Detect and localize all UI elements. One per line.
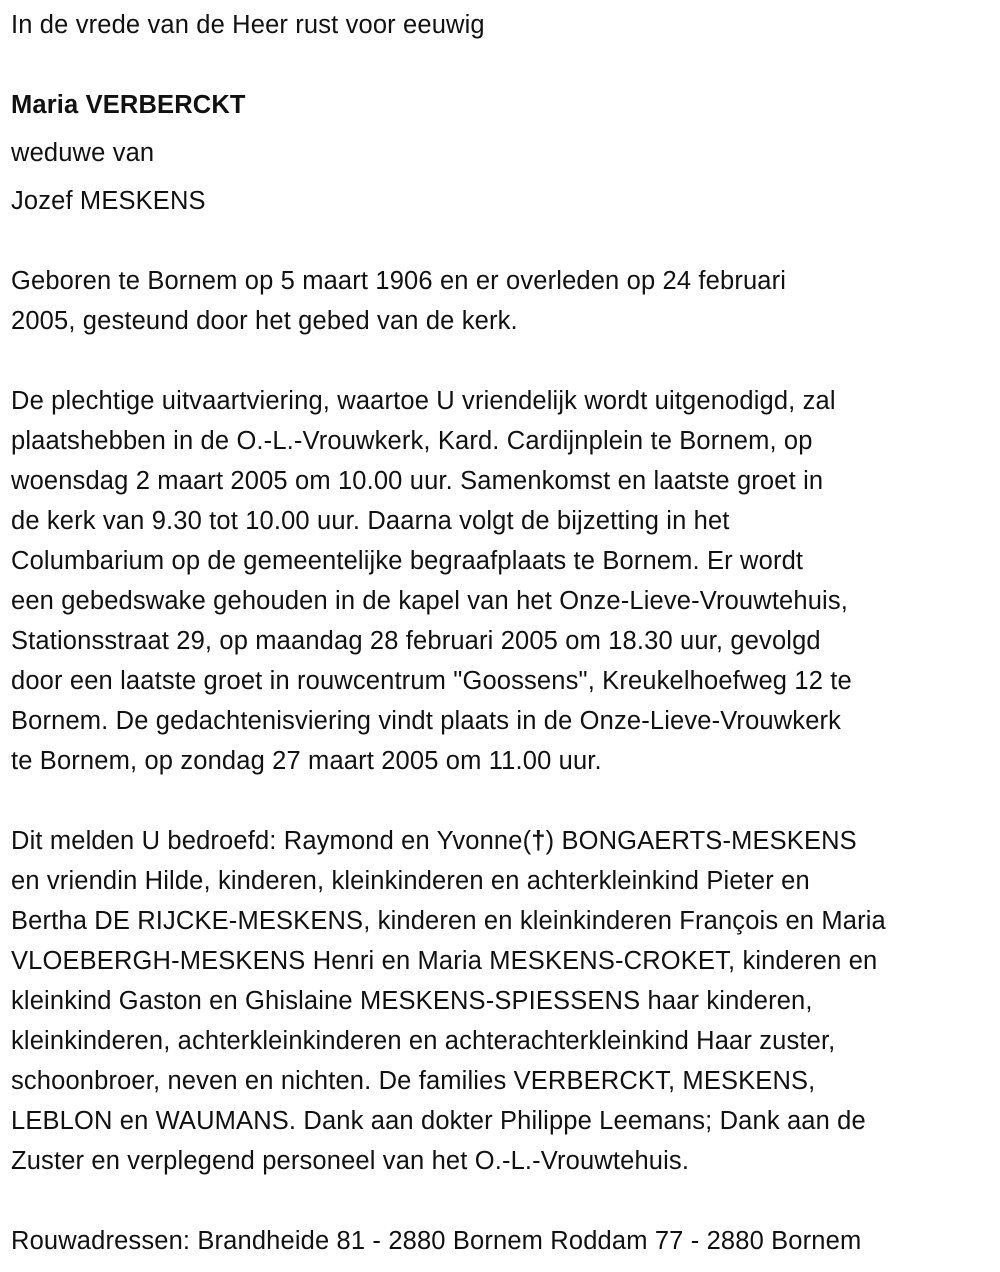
family-line — [11, 821, 857, 861]
family-line: Bertha DE RIJCKE-MESKENS, kinderen en kleinkinderen François en Maria — [11, 907, 886, 935]
family-line: VLOEBERGH-MESKENS Henri en Maria MESKENS-CROKET, kinderen en — [11, 947, 878, 975]
relation-text: weduwe van — [11, 139, 155, 167]
ceremony-line: woensdag 2 maart 2005 om 10.00 uur. Samenkomst en laatste groet in — [11, 467, 824, 495]
mourning-addresses: Rouwadressen: Brandheide 81 - 2880 Bornem Roddam 77 - 2880 Bornem — [11, 1227, 862, 1255]
intro-text: In de vrede van de Heer rust voor eeuwig — [11, 11, 485, 39]
deceased-name: Maria VERBERCKT — [11, 91, 246, 119]
family-line-end: ) BONGAERTS-MESKENS — [545, 827, 857, 855]
ceremony-line: Bornem. De gedachtenisviering vindt plaats in de Onze-Lieve-Vrouwkerk — [11, 707, 842, 735]
ceremony-line: een gebedswake gehouden in de kapel van het Onze-Lieve-Vrouwtehuis, — [11, 587, 849, 615]
spouse-name: Jozef MESKENS — [11, 187, 206, 215]
ceremony-line: te Bornem, op zondag 27 maart 2005 om 11.00 uur. — [11, 747, 602, 775]
family-line: en vriendin Hilde, kinderen, kleinkinderen en achterkleinkind Pieter en — [11, 867, 810, 895]
ceremony-line: de kerk van 9.30 tot 10.00 uur. Daarna volgt de bijzetting in het — [11, 507, 730, 535]
ceremony-line: door een laatste groet in rouwcentrum "Goossens", Kreukelhoefweg 12 te — [11, 667, 852, 695]
family-line: kleinkinderen, achterkleinkinderen en achterachterkleinkind Haar zuster, — [11, 1027, 836, 1055]
birth-line: 2005, gesteund door het gebed van de kerk. — [11, 307, 518, 335]
birth-line: Geboren te Bornem op 5 maart 1906 en er overleden op 24 februari — [11, 267, 787, 295]
family-line: kleinkind Gaston en Ghislaine MESKENS-SPIESSENS haar kinderen, — [11, 987, 813, 1015]
family-line: Zuster en verplegend personeel van het O.-L.-Vrouwtehuis. — [11, 1147, 690, 1175]
ceremony-line: Columbarium op de gemeentelijke begraafplaats te Bornem. Er wordt — [11, 547, 804, 575]
ceremony-line: plaatshebben in de O.-L.-Vrouwkerk, Kard. Cardijnplein te Bornem, op — [11, 427, 813, 455]
family-line-start: Dit melden U bedroefd: Raymond en Yvonne( — [11, 827, 532, 855]
ceremony-line: Stationsstraat 29, op maandag 28 februari 2005 om 18.30 uur, gevolgd — [11, 627, 821, 655]
cross-icon: † — [531, 827, 546, 855]
family-line: LEBLON en WAUMANS. Dank aan dokter Philippe Leemans; Dank aan de — [11, 1107, 866, 1135]
ceremony-line: De plechtige uitvaartviering, waartoe U vriendelijk wordt uitgenodigd, zal — [11, 387, 836, 415]
family-line: schoonbroer, neven en nichten. De families VERBERCKT, MESKENS, — [11, 1067, 816, 1095]
